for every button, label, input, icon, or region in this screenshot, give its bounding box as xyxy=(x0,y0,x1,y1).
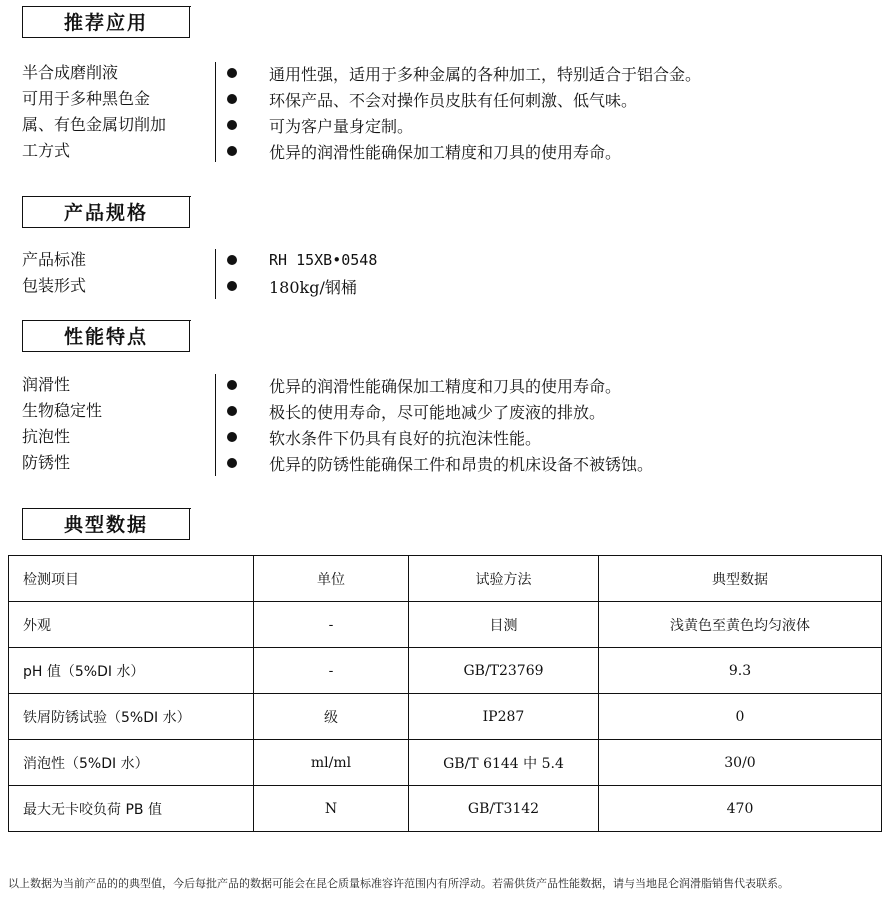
bullet-dot-icon xyxy=(227,68,237,78)
left-line: 生物稳定性 xyxy=(22,401,103,420)
bullet-item xyxy=(222,112,882,138)
left-line: 包装形式 xyxy=(22,276,87,295)
table-row xyxy=(9,694,882,740)
table-header-cell: 试验方法 xyxy=(409,556,599,602)
heading-features: 性能特点 xyxy=(22,320,190,352)
table-cell: 470 xyxy=(599,786,882,832)
table-header-cell: 单位 xyxy=(254,556,409,602)
table-header-row xyxy=(9,556,882,602)
table-cell: 消泡性（5%DI 水） xyxy=(9,740,254,786)
table-row xyxy=(9,648,882,694)
bullet-dot-icon xyxy=(227,146,237,156)
bullet-text: 优异的润滑性能确保加工精度和刀具的使用寿命。 xyxy=(269,376,622,396)
table-cell: GB/T23769 xyxy=(409,648,599,694)
vertical-divider xyxy=(215,374,216,476)
bullet-text: 优异的防锈性能确保工件和昂贵的机床设备不被锈蚀。 xyxy=(269,454,654,474)
features-bullets xyxy=(222,372,882,476)
bullet-dot-icon xyxy=(227,432,237,442)
table-cell: 级 xyxy=(254,694,409,740)
table-row xyxy=(9,602,882,648)
section-spec xyxy=(22,247,882,303)
bullet-text: 可为客户量身定制。 xyxy=(269,116,414,136)
bullet-item xyxy=(222,398,882,424)
spec-left-col xyxy=(22,247,207,299)
section-features xyxy=(22,372,882,482)
heading-spec: 产品规格 xyxy=(22,196,190,228)
bullet-item xyxy=(222,86,882,112)
bullet-dot-icon xyxy=(227,94,237,104)
bullet-dot-icon xyxy=(227,281,237,291)
bullet-item xyxy=(222,372,882,398)
recommend-bullets xyxy=(222,60,882,164)
table-row xyxy=(9,740,882,786)
bullet-dot-icon xyxy=(227,458,237,468)
left-line: 产品标准 xyxy=(22,250,87,269)
table-cell: GB/T 6144 中 5.4 xyxy=(409,740,599,786)
table-cell: 目测 xyxy=(409,602,599,648)
table-header-cell: 检测项目 xyxy=(9,556,254,602)
recommend-left-col xyxy=(22,60,207,164)
table-cell: pH 值（5%DI 水） xyxy=(9,648,254,694)
bullet-text: 软水条件下仍具有良好的抗泡沫性能。 xyxy=(269,428,542,448)
left-line: 属、有色金属切削加 xyxy=(22,115,167,134)
table-cell: 30/0 xyxy=(599,740,882,786)
left-line: 防锈性 xyxy=(22,453,71,472)
vertical-divider xyxy=(215,62,216,162)
table-header-cell: 典型数据 xyxy=(599,556,882,602)
bullet-text: 环保产品、不会对操作员皮肤有任何刺激、低气味。 xyxy=(269,90,638,110)
table-row xyxy=(9,786,882,832)
table-cell: GB/T3142 xyxy=(409,786,599,832)
vertical-divider xyxy=(215,249,216,299)
section-recommend xyxy=(22,60,882,170)
table-cell: 铁屑防锈试验（5%DI 水） xyxy=(9,694,254,740)
left-line: 润滑性 xyxy=(22,375,71,394)
bullet-item xyxy=(222,247,882,273)
bullet-text: 通用性强，适用于多种金属的各种加工，特别适合于铝合金。 xyxy=(269,64,702,84)
bullet-item xyxy=(222,273,882,299)
table-cell: - xyxy=(254,648,409,694)
left-line: 抗泡性 xyxy=(22,427,71,446)
typical-data-table xyxy=(8,555,882,832)
bullet-dot-icon xyxy=(227,406,237,416)
bullet-text: RH 15XB•0548 xyxy=(269,251,378,269)
table-cell: 0 xyxy=(599,694,882,740)
left-line: 可用于多种黑色金 xyxy=(22,89,151,108)
table-cell: 9.3 xyxy=(599,648,882,694)
bullet-item xyxy=(222,450,882,476)
left-line: 工方式 xyxy=(22,141,71,160)
table-cell: IP287 xyxy=(409,694,599,740)
left-line: 半合成磨削液 xyxy=(22,63,119,82)
table-cell: ml/ml xyxy=(254,740,409,786)
bullet-text: 优异的润滑性能确保加工精度和刀具的使用寿命。 xyxy=(269,142,622,162)
table-cell: 最大无卡咬负荷 PB 值 xyxy=(9,786,254,832)
bullet-text: 180kg/钢桶 xyxy=(269,277,357,297)
table-cell: N xyxy=(254,786,409,832)
footnote: 以上数据为当前产品的的典型值，今后每批产品的数据可能会在昆仑质量标准容许范围内有所浮动。若需供货产品性能数据，请与当地昆仑润滑脂销售代表联系。 xyxy=(8,877,789,890)
table-cell: - xyxy=(254,602,409,648)
heading-typical: 典型数据 xyxy=(22,508,190,540)
spec-bullets xyxy=(222,247,882,299)
heading-recommend: 推荐应用 xyxy=(22,6,190,38)
features-left-col xyxy=(22,372,207,476)
bullet-item xyxy=(222,60,882,86)
bullet-dot-icon xyxy=(227,255,237,265)
bullet-text: 极长的使用寿命，尽可能地减少了废液的排放。 xyxy=(269,402,606,422)
bullet-dot-icon xyxy=(227,120,237,130)
bullet-dot-icon xyxy=(227,380,237,390)
table-cell: 外观 xyxy=(9,602,254,648)
bullet-item xyxy=(222,138,882,164)
bullet-item xyxy=(222,424,882,450)
table-cell: 浅黄色至黄色均匀液体 xyxy=(599,602,882,648)
